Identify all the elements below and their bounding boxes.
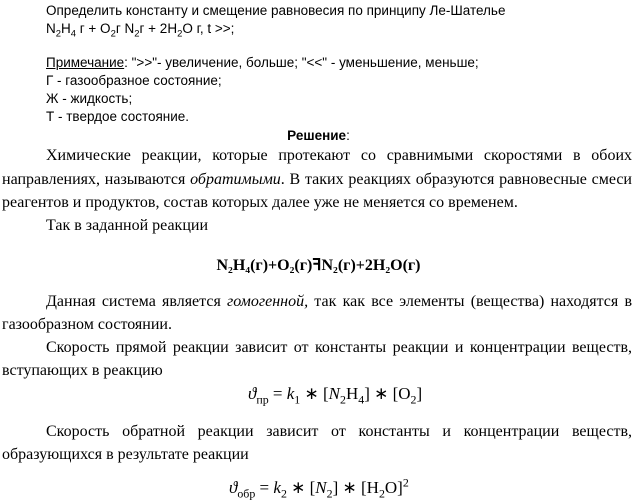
p1-line2-a: направлениях, называются bbox=[2, 171, 191, 188]
p3-line1-a: Данная система является bbox=[46, 293, 228, 310]
task-equation bbox=[46, 20, 234, 38]
eq-part: H bbox=[61, 21, 71, 36]
note-label: Примечание bbox=[46, 55, 125, 70]
eq-sub: 2 bbox=[110, 28, 116, 40]
formula-forward: $ϑ_{пр} = k_1$ ∗ $[N_2H_4]$ ∗ $[O_2]$ bbox=[248, 384, 423, 407]
p4-line2: вступающих в реакцию bbox=[2, 362, 163, 379]
eq-part: г N bbox=[115, 21, 135, 36]
p2: Так в заданной реакции bbox=[46, 217, 209, 234]
p1-line2-b: . В таких реакциях образуются равновесные смеси bbox=[280, 171, 632, 188]
p3-line2: газообразном состоянии. bbox=[2, 316, 172, 333]
reaction-equation: N₂H₄(г)+O₂(г)ꟻN₂(г)+2H₂O(г) bbox=[216, 257, 421, 274]
solution-heading-text: Решение bbox=[287, 128, 347, 143]
p1-line2 bbox=[2, 171, 632, 189]
note-line bbox=[46, 54, 479, 72]
eq-part: г + O bbox=[76, 21, 111, 36]
eq-part: O г, t >>; bbox=[182, 21, 235, 36]
eq-sub: 2 bbox=[134, 28, 140, 40]
eq-part: N bbox=[46, 21, 56, 36]
eq-part: г + 2H bbox=[139, 21, 178, 36]
legend-solid: Т - твердое состояние. bbox=[46, 109, 190, 124]
p3-line1-b: так как все элементы (вещества) находятся в bbox=[308, 293, 633, 310]
note-text: : ">>"- увеличение, больше; "<<" - уменьшение, меньше; bbox=[124, 55, 479, 70]
p1-term-reversible: обратимыми bbox=[190, 171, 281, 188]
solution-heading-colon: : bbox=[346, 128, 350, 143]
eq-sub: 2 bbox=[177, 28, 183, 40]
p1-line1: Химические реакции, которые протекают со сравнимыми скоростями в обоих bbox=[46, 147, 632, 164]
formula-reverse: $ϑ_{обр} = k_2$ ∗ $[N_2]$ ∗ $[H_2O]^2$ bbox=[229, 475, 409, 501]
p5-line1: Скорость обратной реакции зависит от константы и концентрации веществ, bbox=[46, 423, 632, 440]
p4-line1: Скорость прямой реакции зависит от константы реакции и концентрации веществ, bbox=[46, 339, 632, 356]
legend-gas: Г - газообразное состояние; bbox=[46, 73, 222, 88]
solution-heading bbox=[0, 127, 637, 145]
eq-sub: 2 bbox=[55, 28, 61, 40]
p3-line1 bbox=[46, 293, 632, 311]
p1-line3: реагентов и продуктов, состав которых далее уже не меняется со временем. bbox=[2, 194, 518, 211]
p3-term-homogeneous: гомогенной, bbox=[227, 293, 309, 310]
legend-liquid: Ж - жидкость; bbox=[46, 91, 133, 106]
task-title: Определить константу и смещение равновесия по принципу Ле-Шателье bbox=[46, 3, 506, 18]
eq-sub: 4 bbox=[70, 28, 76, 40]
p5-line2: образующихся в результате реакции bbox=[2, 446, 249, 463]
